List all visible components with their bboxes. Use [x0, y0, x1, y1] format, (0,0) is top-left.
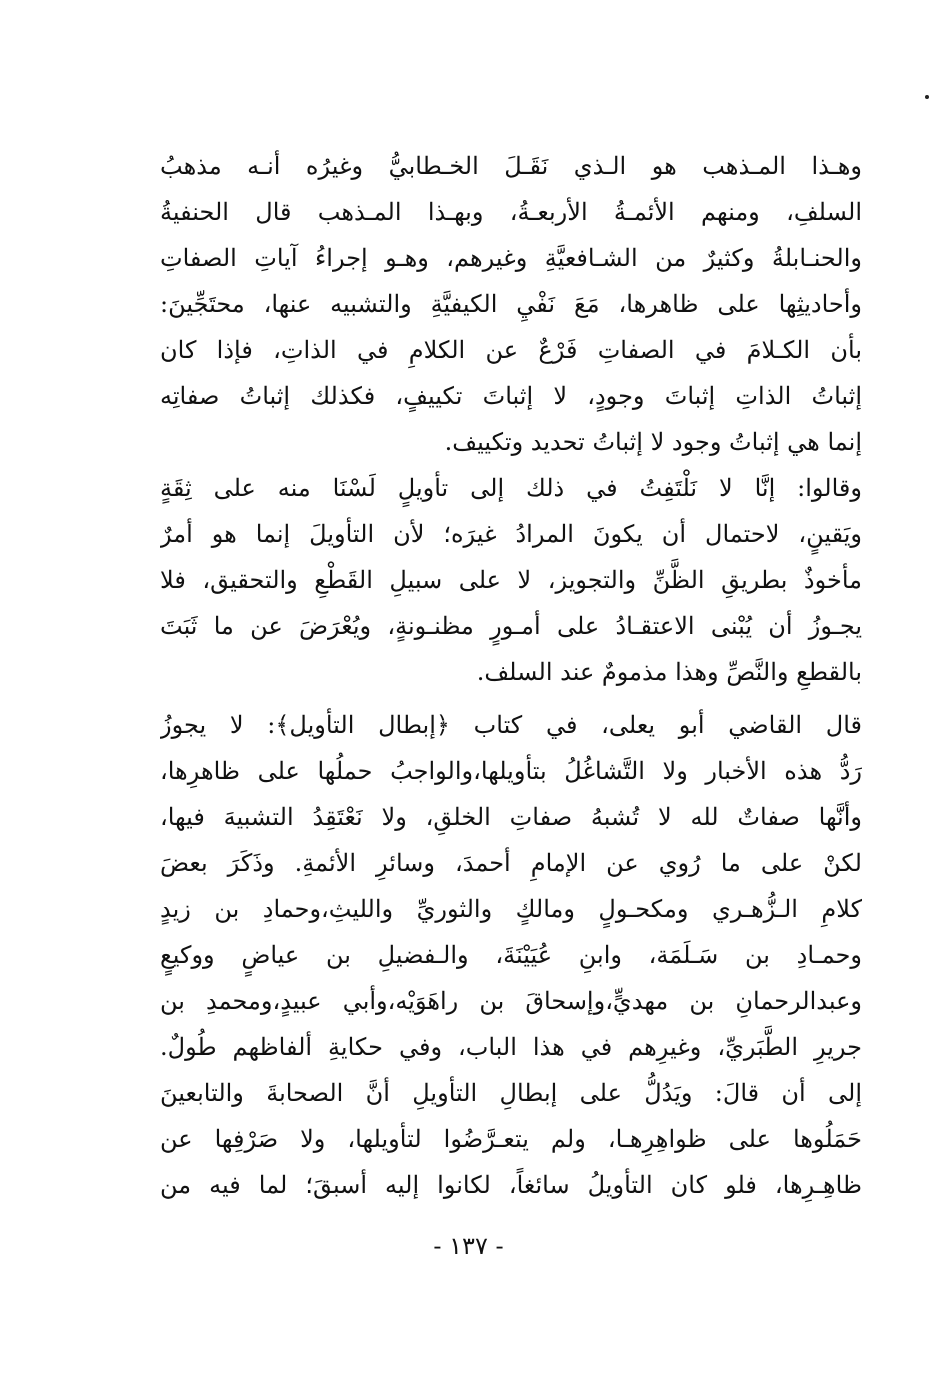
- text-line: يجـوزُ أن يُبْنى الاعتقـادُ على أمـورٍ مظنـونةٍ، ويُعْرَضَ عن ما ثَبَتَ: [160, 612, 862, 640]
- text-line: بالقطعِ والنَّصِّ وهذا مذمومٌ عند السلف.: [476, 658, 862, 686]
- text-line: وعبدالرحمانِ بن مهديٍّ،وإسحاقَ بن راهَوَيْه،وأبي عبيدٍ،ومحمدِ بن: [160, 987, 862, 1015]
- text-line: كلامِ الـزُّهـري ومكحـولٍ ومالكٍ والثوريِّ والليثِ،وحمادِ بن زيدٍ: [160, 895, 862, 923]
- text-line: إنما هي إثباتُ وجود لا إثباتُ تحديد وتكييف.: [444, 428, 862, 456]
- text-line: إلى أن قالَ: ويَدُلُّ على إبطالِ التأويلِ أنَّ الصحابةَ والتابعينَ: [160, 1079, 862, 1107]
- text-line: قال القاضي أبو يعلى، في كتاب ﴿إبطال التأويل﴾: لا يجوزُ: [160, 711, 862, 739]
- paragraph-2: [160, 465, 862, 695]
- text-line: وقالوا: إنَّا لا نَلْتَفِتُ في ذلك إلى تأويلٍ لَسْنَا منه على ثِقَةٍ: [160, 474, 862, 502]
- text-line: وهـذا المـذهب هو الـذي نَقَـلَ الخـطابيُّ وغيرُه أنـه مذهبُ: [160, 152, 862, 180]
- text-line: جريرِ الطَّبَريِّ، وغيرِهم في هذا الباب، وفي حكايةِ ألفاظهم طُولٌ.: [160, 1033, 862, 1061]
- text-line: السلفِ، ومنهم الأئمـةُ الأربعـةُ، وبهـذا المـذهب قال الحنفيةُ: [160, 198, 862, 226]
- text-line: وأنَّها صفاتٌ لله لا تُشبهُ صفاتِ الخلقِ، ولا نَعْتَقِدُ التشبيهَ فيها،: [160, 803, 862, 831]
- text-line: وحمـادِ بن سَـلَمَة، وابنِ عُيَيْنَةَ، والـفضيلِ بن عياضٍ ووكيعٍ: [160, 941, 862, 969]
- paragraph-3: [160, 702, 862, 1208]
- text-line: إثباتُ الذاتِ إثباتَ وجودٍ، لا إثباتَ تكييفٍ، فكذلك إثباتُ صفاتِه: [160, 382, 862, 410]
- text-line: حَمَلُوها على ظواهِرِهـا، ولم يتعـرَّضُوا لتأويلها، ولا صَرْفِها عن: [160, 1125, 862, 1153]
- text-line: والحنـابلةُ وكثيرٌ من الشـافعيَّةِ وغيرهم، وهـو إجراءُ آياتِ الصفاتِ: [160, 244, 862, 272]
- text-line: مأخوذٌ بطريقِ الظَّنِّ والتجويز، لا على سبيلِ القَطْعِ والتحقيق، فلا: [160, 566, 862, 594]
- page-number: - ١٣٧ -: [433, 1232, 504, 1260]
- text-line: وأحاديثِها على ظاهرها، مَعَ نَفْيِ الكيفيَّةِ والتشبيه عنها، محتَجِّينَ:: [160, 290, 862, 318]
- text-line: ظاهِـرِها، فلو كان التأويلُ سائغاً، لكانوا إليه أسبقَ؛ لما فيه من: [160, 1171, 862, 1199]
- paragraph-1: [160, 143, 862, 465]
- margin-ink-dot: [925, 95, 929, 99]
- text-line: ويَقينٍ، لاحتمال أن يكونَ المرادُ غيرَه؛ لأن التأويلَ إنما هو أمرٌ: [160, 520, 862, 548]
- text-line: رَدُّ هذه الأخبار ولا التَّشاغُلُ بتأويلها،والواجبُ حملُها على ظاهرِها،: [160, 757, 862, 785]
- text-line: بأن الكـلامَ في الصفاتِ فَرْعٌ عن الكلامِ في الذاتِ، فإذا كان: [160, 336, 862, 364]
- text-line: لكنْ على ما رُوي عن الإمامِ أحمدَ، وسائرِ الأئمةِ. وذَكَرَ بعضَ: [160, 849, 862, 877]
